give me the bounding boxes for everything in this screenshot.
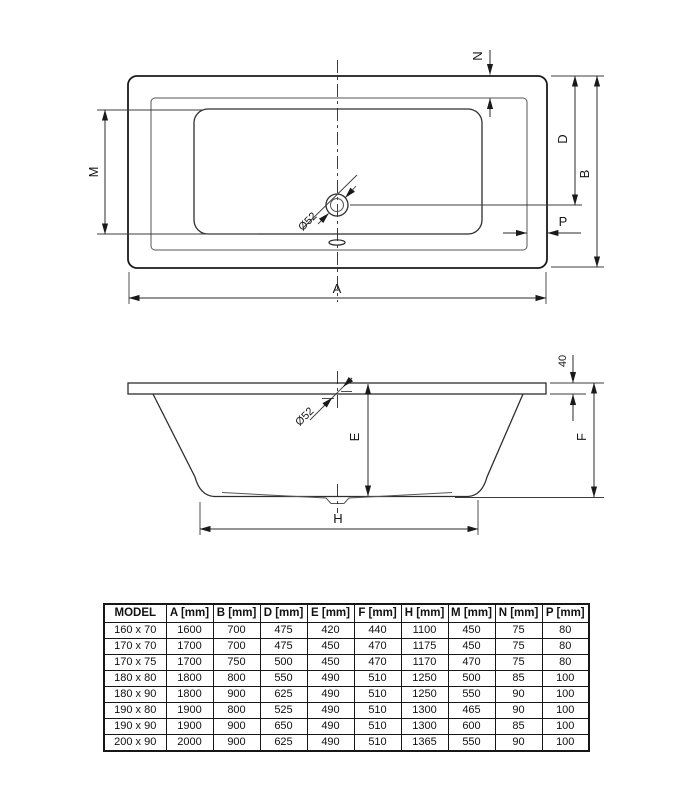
drain-hole-outer [326, 194, 348, 216]
value-cell: 510 [354, 687, 401, 703]
value-cell: 470 [354, 639, 401, 655]
value-cell: 900 [213, 719, 260, 735]
header-cell: N [mm] [495, 604, 542, 623]
header-cell: B [mm] [213, 604, 260, 623]
value-cell: 100 [542, 703, 589, 719]
dim-label-f: F [574, 433, 589, 441]
table-row [104, 735, 589, 752]
value-cell: 700 [213, 639, 260, 655]
value-cell: 85 [495, 719, 542, 735]
value-cell: 1700 [166, 639, 213, 655]
value-cell: 470 [448, 655, 495, 671]
value-cell: 490 [307, 719, 354, 735]
dim-label-a: A [332, 281, 342, 296]
drain-diameter-label-side: Ø52 [293, 405, 317, 429]
table-body [104, 623, 589, 752]
value-cell: 1250 [401, 687, 448, 703]
dimension-table-container [103, 603, 590, 752]
dim-label-m: M [86, 166, 101, 178]
value-cell: 510 [354, 671, 401, 687]
dim-label-40: 40 [557, 354, 569, 368]
dim-label-d: D [555, 134, 570, 144]
value-cell: 90 [495, 703, 542, 719]
value-cell: 80 [542, 623, 589, 639]
value-cell: 490 [307, 703, 354, 719]
model-cell: 190 x 80 [104, 703, 166, 719]
value-cell: 420 [307, 623, 354, 639]
value-cell: 100 [542, 687, 589, 703]
table-row [104, 703, 589, 719]
value-cell: 2000 [166, 735, 213, 752]
value-cell: 1100 [401, 623, 448, 639]
value-cell: 1900 [166, 703, 213, 719]
table-row [104, 655, 589, 671]
value-cell: 490 [307, 687, 354, 703]
value-cell: 100 [542, 719, 589, 735]
table-header [104, 604, 589, 623]
dim-label-p: P [558, 214, 568, 229]
dim-label-e: E [347, 432, 362, 442]
tub-floor-line [222, 493, 452, 504]
value-cell: 85 [495, 671, 542, 687]
value-cell: 510 [354, 719, 401, 735]
header-cell: M [mm] [448, 604, 495, 623]
header-cell: P [mm] [542, 604, 589, 623]
header-cell-model: MODEL [104, 604, 166, 623]
dim-label-n: N [470, 51, 485, 61]
model-cell: 200 x 90 [104, 735, 166, 752]
table-row [104, 719, 589, 735]
tub-basin-outline [194, 109, 482, 234]
model-cell: 190 x 90 [104, 719, 166, 735]
value-cell: 450 [448, 623, 495, 639]
header-cell: F [mm] [354, 604, 401, 623]
value-cell: 490 [307, 735, 354, 752]
value-cell: 90 [495, 687, 542, 703]
header-cell: A [mm] [166, 604, 213, 623]
tub-rim-inner-edge [151, 98, 527, 250]
value-cell: 450 [307, 639, 354, 655]
header-cell: E [mm] [307, 604, 354, 623]
value-cell: 75 [495, 623, 542, 639]
value-cell: 625 [260, 687, 307, 703]
model-cell: 160 x 70 [104, 623, 166, 639]
value-cell: 700 [213, 623, 260, 639]
value-cell: 1600 [166, 623, 213, 639]
drain-diameter-label-top: Ø52 [296, 210, 320, 234]
value-cell: 1900 [166, 719, 213, 735]
value-cell: 1175 [401, 639, 448, 655]
header-cell: H [mm] [401, 604, 448, 623]
value-cell: 500 [260, 655, 307, 671]
drain-hole-inner [331, 199, 344, 212]
value-cell: 550 [260, 671, 307, 687]
value-cell: 800 [213, 671, 260, 687]
value-cell: 1700 [166, 655, 213, 671]
value-cell: 450 [448, 639, 495, 655]
table-row [104, 687, 589, 703]
value-cell: 490 [307, 671, 354, 687]
value-cell: 1800 [166, 687, 213, 703]
drain-leader-arrow [318, 214, 329, 225]
value-cell: 525 [260, 703, 307, 719]
value-cell: 650 [260, 719, 307, 735]
top-view [86, 50, 604, 304]
dim-label-h: H [333, 511, 343, 526]
value-cell: 100 [542, 671, 589, 687]
header-cell: D [mm] [260, 604, 307, 623]
model-cell: 180 x 80 [104, 671, 166, 687]
value-cell: 1300 [401, 703, 448, 719]
tub-body-profile [153, 394, 523, 497]
model-cell: 170 x 70 [104, 639, 166, 655]
value-cell: 1250 [401, 671, 448, 687]
value-cell: 900 [213, 735, 260, 752]
value-cell: 1300 [401, 719, 448, 735]
value-cell: 90 [495, 735, 542, 752]
model-cell: 180 x 90 [104, 687, 166, 703]
value-cell: 75 [495, 639, 542, 655]
value-cell: 900 [213, 687, 260, 703]
value-cell: 600 [448, 719, 495, 735]
value-cell: 75 [495, 655, 542, 671]
value-cell: 465 [448, 703, 495, 719]
table-row [104, 671, 589, 687]
spec-table [103, 603, 590, 752]
value-cell: 625 [260, 735, 307, 752]
value-cell: 1170 [401, 655, 448, 671]
drain-leader-arrow [346, 186, 357, 198]
value-cell: 440 [354, 623, 401, 639]
value-cell: 500 [448, 671, 495, 687]
value-cell: 475 [260, 639, 307, 655]
value-cell: 1365 [401, 735, 448, 752]
value-cell: 475 [260, 623, 307, 639]
drain-leader-arrow [323, 398, 332, 407]
rim-profile [128, 383, 546, 394]
value-cell: 550 [448, 687, 495, 703]
dim-label-b: B [577, 169, 592, 179]
table-row [104, 639, 589, 655]
table-row [104, 623, 589, 639]
value-cell: 550 [448, 735, 495, 752]
value-cell: 800 [213, 703, 260, 719]
value-cell: 80 [542, 639, 589, 655]
value-cell: 80 [542, 655, 589, 671]
value-cell: 470 [354, 655, 401, 671]
side-view [128, 355, 604, 535]
value-cell: 1800 [166, 671, 213, 687]
value-cell: 750 [213, 655, 260, 671]
value-cell: 510 [354, 703, 401, 719]
value-cell: 450 [307, 655, 354, 671]
table-header-row [104, 604, 589, 623]
drain-leader-arrow [344, 378, 353, 387]
value-cell: 100 [542, 735, 589, 752]
value-cell: 510 [354, 735, 401, 752]
model-cell: 170 x 75 [104, 655, 166, 671]
overflow-mark [329, 240, 345, 245]
